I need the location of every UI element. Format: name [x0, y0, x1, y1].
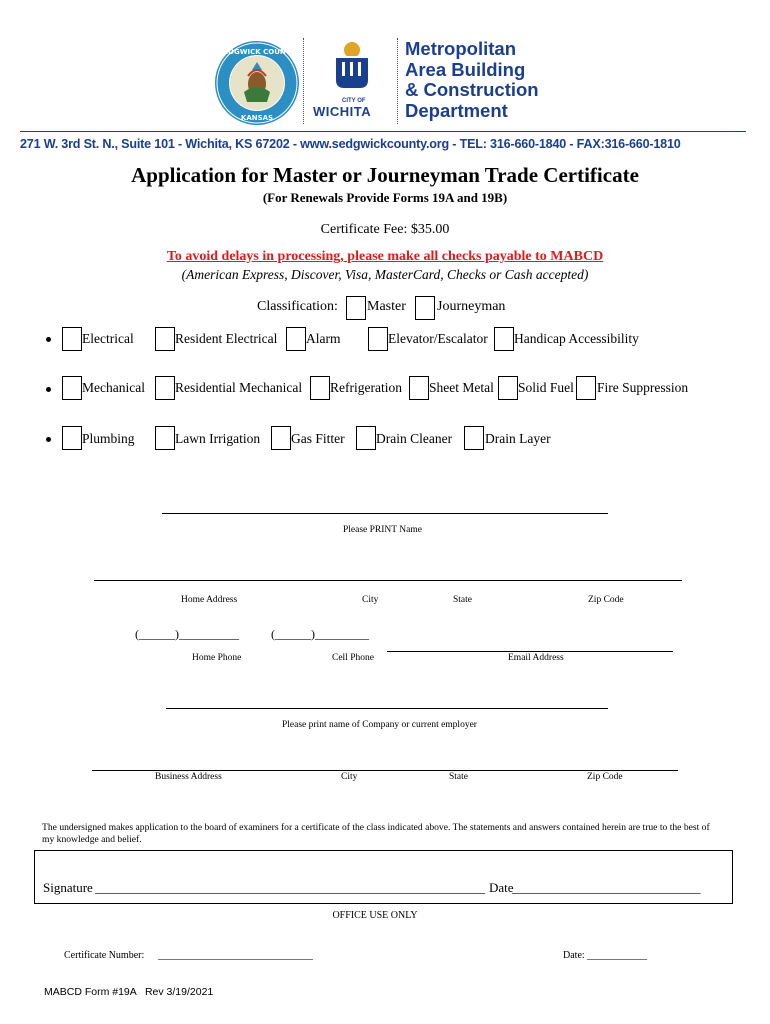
signature-box [34, 850, 733, 904]
office-use-title: OFFICE USE ONLY [332, 910, 418, 921]
business-city-label: City [341, 772, 358, 782]
handicap-accessibility-checkbox[interactable] [494, 327, 514, 351]
business-state-label: State [449, 772, 468, 782]
seal-top-text: SEDGWICK COUNTY [218, 48, 296, 56]
header-rule [20, 131, 746, 132]
elevator-escalator-checkbox[interactable] [368, 327, 388, 351]
gas-fitter-label: Gas Fitter [291, 431, 345, 446]
dept-line-1: Metropolitan [405, 38, 516, 59]
accepted-payments: (American Express, Discover, Visa, MasterCard, Checks or Cash accepted) [181, 267, 589, 282]
electrical-label: Electrical [82, 331, 134, 346]
sheet-metal-checkbox[interactable] [409, 376, 429, 400]
journeyman-label: Journeyman [437, 299, 506, 314]
email-label: Email Address [508, 653, 564, 663]
form-title: Application for Master or Journeyman Trade Certificate [131, 163, 639, 187]
email-line[interactable] [387, 651, 673, 652]
lawn-irrigation-label: Lawn Irrigation [175, 431, 261, 446]
print-name-line[interactable] [162, 513, 608, 514]
contact-line: 271 W. 3rd St. N., Suite 101 - Wichita, KS 67202 - www.sedgwickcounty.org - TEL: 316-660-1840 - FAX:316-660-1810 [20, 137, 681, 151]
company-line[interactable] [166, 708, 608, 709]
business-address-label: Business Address [155, 772, 222, 782]
certificate-number-label: Certificate Number: [64, 950, 145, 961]
master-checkbox[interactable] [346, 296, 366, 320]
signature-field[interactable]: ____________________________________________________________ [95, 880, 485, 895]
resident-electrical-checkbox[interactable] [155, 327, 175, 351]
dept-line-2: Area Building [405, 58, 526, 80]
drain-layer-checkbox[interactable] [464, 426, 484, 450]
bullet-icon [46, 437, 51, 442]
alarm-checkbox[interactable] [286, 327, 306, 351]
resident-electrical-label: Resident Electrical [175, 331, 278, 346]
handicap-accessibility-label: Handicap Accessibility [514, 331, 639, 346]
residential-mechanical-label: Residential Mechanical [175, 380, 303, 395]
sheet-metal-label: Sheet Metal [429, 380, 494, 395]
certificate-fee: Certificate Fee: $35.00 [320, 222, 450, 237]
declaration-text: The undersigned makes application to the board of examiners for a certificate of the class indicated above. The statements and answers contained herein are true to the best of my knowledge and belief. [42, 822, 710, 845]
solid-fuel-label: Solid Fuel [518, 380, 574, 395]
elevator-escalator-label: Elevator/Escalator [388, 331, 488, 346]
cell-phone-field[interactable]: (______)_________ [271, 627, 369, 641]
bullet-icon [46, 387, 51, 392]
refrigeration-label: Refrigeration [330, 380, 402, 395]
print-name-label: Please PRINT Name [343, 525, 422, 535]
office-date-field[interactable]: ____________ [587, 950, 647, 961]
dept-line-3: & Construction [405, 79, 539, 100]
fire-suppression-label: Fire Suppression [597, 380, 689, 395]
wichita-label: WICHITA [313, 104, 372, 119]
date-label: Date [489, 880, 514, 895]
refrigeration-checkbox[interactable] [310, 376, 330, 400]
drain-cleaner-label: Drain Cleaner [376, 431, 453, 446]
home-phone-label: Home Phone [192, 653, 242, 663]
home-phone-field[interactable]: (______)__________ [135, 627, 239, 641]
date-field[interactable]: _____________________________ [512, 880, 701, 895]
zip-label: Zip Code [588, 595, 624, 605]
divider [303, 38, 304, 124]
dept-line-4: Department [405, 99, 508, 121]
journeyman-checkbox[interactable] [415, 296, 435, 320]
business-address-line[interactable] [92, 770, 678, 771]
state-label: State [453, 595, 472, 605]
electrical-checkbox[interactable] [62, 327, 82, 351]
office-date-label: Date: [563, 950, 585, 961]
drain-layer-label: Drain Layer [485, 431, 551, 446]
lawn-irrigation-checkbox[interactable] [155, 426, 175, 450]
seal-bottom-text: KANSAS [240, 114, 274, 122]
plumbing-checkbox[interactable] [62, 426, 82, 450]
divider [397, 38, 398, 124]
alarm-label: Alarm [306, 331, 341, 346]
sedgwick-county-seal [214, 40, 300, 126]
mechanical-label: Mechanical [82, 380, 145, 395]
certificate-number-field[interactable]: _______________________________ [158, 950, 313, 961]
business-zip-label: Zip Code [587, 772, 623, 782]
city-label: City [362, 595, 379, 605]
master-label: Master [367, 299, 406, 314]
signature-label: Signature [43, 880, 93, 895]
form-subtitle: (For Renewals Provide Forms 19A and 19B) [262, 190, 508, 205]
drain-cleaner-checkbox[interactable] [356, 426, 376, 450]
payable-notice: To avoid delays in processing, please make all checks payable to MABCD [166, 249, 604, 264]
bullet-icon [46, 337, 51, 342]
form-id: MABCD Form #19A Rev 3/19/2021 [44, 986, 214, 998]
classification-label: Classification: [257, 299, 338, 314]
fire-suppression-checkbox[interactable] [576, 376, 596, 400]
cell-phone-label: Cell Phone [332, 653, 374, 663]
department-name [405, 39, 539, 121]
residential-mechanical-checkbox[interactable] [155, 376, 175, 400]
gas-fitter-checkbox[interactable] [271, 426, 291, 450]
company-label: Please print name of Company or current employer [282, 720, 477, 730]
home-address-label: Home Address [181, 595, 238, 605]
plumbing-label: Plumbing [82, 431, 135, 446]
home-address-line[interactable] [94, 580, 682, 581]
solid-fuel-checkbox[interactable] [498, 376, 518, 400]
mechanical-checkbox[interactable] [62, 376, 82, 400]
city-of-label: CITY OF [342, 98, 366, 104]
wichita-logo [312, 38, 390, 124]
